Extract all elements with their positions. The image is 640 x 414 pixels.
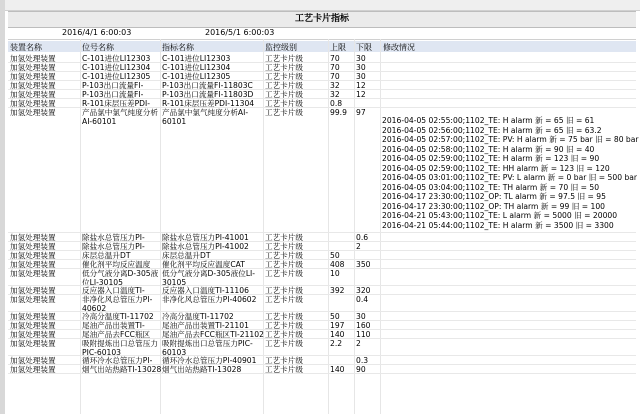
- cell-level: 工艺卡片级: [265, 269, 303, 278]
- row-divider: [8, 373, 636, 374]
- cell-tag: 烟气出站热路TI-13028: [82, 365, 162, 374]
- cell-indicator: 低分气液分离D-305液位LI-30105: [162, 269, 256, 287]
- cell-device: 加氢处理装置: [10, 242, 56, 251]
- header-device[interactable]: 装置名称: [10, 43, 42, 52]
- cell-tag: C-101进位LI12305: [82, 72, 151, 81]
- cell-level: 工艺卡片级: [265, 251, 303, 260]
- cell-lower[interactable]: 0.6: [356, 233, 369, 242]
- cell-tag: 非净化风总管压力PI-40602: [82, 295, 153, 313]
- cell-lower[interactable]: 30: [356, 54, 366, 63]
- cell-tag: 尾油产品去FCC瓶区: [82, 330, 151, 339]
- cell-level: 工艺卡片级: [265, 233, 303, 242]
- cell-indicator: 床层总温升DT: [162, 251, 211, 260]
- cell-upper[interactable]: 70: [330, 54, 340, 63]
- cell-device: 加氢处理装置: [10, 365, 56, 374]
- cell-device: 加氢处理装置: [10, 81, 56, 90]
- cell-indicator: 非净化风总管压力PI-40602: [162, 295, 257, 304]
- cell-device: 加氢处理装置: [10, 108, 56, 117]
- cell-lower[interactable]: 97: [356, 108, 366, 117]
- cell-tag: C-101进位LI12304: [82, 63, 151, 72]
- cell-device: 加氢处理装置: [10, 90, 56, 99]
- cell-lower[interactable]: 90: [356, 365, 366, 374]
- cell-upper[interactable]: 2.2: [330, 339, 343, 348]
- cell-upper[interactable]: 0.8: [330, 99, 343, 108]
- change-log-entry: 2016-04-05 02:56:00;1102_TE: H alarm 新 = 65 旧 = 63.2: [382, 125, 602, 135]
- cell-tag: P-103出口流量FI-: [82, 90, 144, 99]
- cell-indicator: P-103出口流量FI-11803D: [162, 90, 254, 99]
- cell-level: 工艺卡片级: [265, 286, 303, 295]
- cell-level: 工艺卡片级: [265, 54, 303, 63]
- change-log-entry: 2016-04-05 02:59:00;1102_TE: HH alarm 新 = 123 旧 = 120: [382, 163, 610, 173]
- cell-lower[interactable]: 30: [356, 63, 366, 72]
- cell-upper[interactable]: 70: [330, 72, 340, 81]
- cell-lower[interactable]: 12: [356, 81, 366, 90]
- cell-indicator: 循环冷水总管压力PI-40901: [162, 356, 257, 365]
- cell-upper[interactable]: 32: [330, 90, 340, 99]
- cell-level: 工艺卡片级: [265, 242, 303, 251]
- cell-level: 工艺卡片级: [265, 339, 303, 348]
- change-log-entry: 2016-04-21 05:44:00;1102_TE: H alarm 新 = 3500 旧 = 3300: [382, 220, 614, 230]
- header-lower[interactable]: 下限: [356, 43, 372, 52]
- column-divider: [380, 39, 381, 414]
- date-to: 2016/5/1 6:00:03: [205, 28, 275, 37]
- date-from: 2016/4/1 6:00:03: [62, 28, 132, 37]
- cell-device: 加氢处理装置: [10, 233, 56, 242]
- cell-device: 加氢处理装置: [10, 72, 56, 81]
- cell-upper[interactable]: 140: [330, 330, 345, 339]
- cell-tag: 催化剂平均反应温度: [82, 260, 151, 269]
- change-log-entry: 2016-04-05 03:04:00;1102_TE: TH alarm 新 = 70 旧 = 50: [382, 182, 600, 192]
- cell-lower[interactable]: 30: [356, 312, 366, 321]
- change-log-entry: 2016-04-05 02:59:00;1102_TE: H alarm 新 = 123 旧 = 90: [382, 154, 600, 163]
- cell-device: 加氢处理装置: [10, 99, 56, 108]
- cell-indicator: R-101床层压差PDI-11304: [162, 99, 255, 108]
- cell-indicator: 烟气出站热路TI-13028: [162, 365, 242, 374]
- cell-upper[interactable]: 99.9: [330, 108, 347, 117]
- cell-level: 工艺卡片级: [265, 321, 303, 330]
- divider: [8, 39, 636, 40]
- cell-tag: 床层总温升DT: [82, 251, 131, 260]
- cell-upper[interactable]: 32: [330, 81, 340, 90]
- cell-level: 工艺卡片级: [265, 365, 303, 374]
- cell-upper[interactable]: 10: [330, 269, 340, 278]
- cell-device: 加氢处理装置: [10, 286, 56, 295]
- cell-upper[interactable]: 197: [330, 321, 345, 330]
- top-strip: [5, 0, 640, 11]
- cell-level: 工艺卡片级: [265, 356, 303, 365]
- cell-indicator: 除盐水总管压力PI-41002: [162, 242, 249, 251]
- column-divider: [354, 39, 355, 414]
- cell-device: 加氢处理装置: [10, 330, 56, 339]
- cell-indicator: C-101进位LI12303: [162, 54, 231, 63]
- cell-tag: 低分气液分离D-305液位LI-30105: [82, 269, 159, 287]
- cell-indicator: P-103出口流量FI-11803C: [162, 81, 253, 90]
- change-log-entry: 2016-04-05 02:58:00;1102_TE: H alarm 新 = 90 旧 = 40: [382, 144, 595, 154]
- cell-level: 工艺卡片级: [265, 72, 303, 81]
- cell-indicator: 产品氯中氯气纯度分析AI-60101: [162, 108, 249, 126]
- cell-tag: 尾油产品出装置TI-: [82, 321, 145, 330]
- cell-upper[interactable]: 70: [330, 63, 340, 72]
- cell-upper[interactable]: 50: [330, 251, 340, 260]
- cell-level: 工艺卡片级: [265, 108, 303, 117]
- change-log-entry: 2016-04-17 23:30:00;1102_OP: TL alarm 新 = 97.5 旧 = 95: [382, 192, 606, 201]
- header-level[interactable]: 监控级别: [265, 43, 297, 52]
- cell-indicator: 吸附提炼出口总管压力PIC-60103: [162, 339, 253, 357]
- cell-tag: C-101进位LI12303: [82, 54, 151, 63]
- cell-device: 加氢处理装置: [10, 251, 56, 260]
- change-log-entry: 2016-04-05 02:55:00;1102_TE: H alarm 新 = 65 旧 = 61: [382, 116, 595, 125]
- header-upper[interactable]: 上限: [330, 43, 346, 52]
- cell-device: 加氢处理装置: [10, 260, 56, 269]
- change-log-entry: 2016-04-05 03:01:00;1102_TE: PV: L alarm 新 = 0 bar 旧 = 500 bar: [382, 173, 638, 182]
- cell-lower[interactable]: 0.4: [356, 295, 369, 304]
- cell-upper[interactable]: 50: [330, 312, 340, 321]
- cell-tag: 冷高分温度TI-11702: [82, 312, 154, 321]
- cell-level: 工艺卡片级: [265, 295, 303, 304]
- cell-lower[interactable]: 0.3: [356, 356, 369, 365]
- cell-tag: 除盐水总管压力PI-: [82, 233, 145, 242]
- cell-tag: 循环冷水总管压力PI-: [82, 356, 153, 365]
- cell-tag: 除盐水总管压力PI-: [82, 242, 145, 251]
- cell-device: 加氢处理装置: [10, 63, 56, 72]
- cell-tag: 反应器入口温度TI-: [82, 286, 145, 295]
- change-log-entry: 2016-04-21 05:43:00;1102_TE: L alarm 新 = 5000 旧 = 20000: [382, 211, 618, 220]
- cell-level: 工艺卡片级: [265, 260, 303, 269]
- cell-level: 工艺卡片级: [265, 99, 303, 108]
- cell-tag: 吸附提炼出口总管压力PIC-60103: [82, 339, 158, 357]
- cell-lower[interactable]: 2: [356, 242, 361, 251]
- cell-indicator: 冷高分温度TI-11702: [162, 312, 234, 321]
- cell-device: 加氢处理装置: [10, 356, 56, 365]
- cell-level: 工艺卡片级: [265, 90, 303, 99]
- cell-level: 工艺卡片级: [265, 81, 303, 90]
- cell-indicator: 反应器入口温度TI-11106: [162, 286, 249, 295]
- cell-lower[interactable]: 110: [356, 330, 371, 339]
- change-log-entry: 2016-04-05 02:57:00;1102_TE: PV: H alarm 新 = 75 bar 旧 = 80 bar: [382, 135, 639, 144]
- cell-indicator: 除盐水总管压力PI-41001: [162, 233, 249, 242]
- cell-lower[interactable]: 2: [356, 339, 361, 348]
- cell-indicator: 尾油产品去FCC瓶区TI-21102: [162, 330, 264, 339]
- cell-device: 加氢处理装置: [10, 54, 56, 63]
- cell-lower[interactable]: 12: [356, 90, 366, 99]
- cell-level: 工艺卡片级: [265, 312, 303, 321]
- cell-lower[interactable]: 30: [356, 72, 366, 81]
- cell-tag: 产品氯中氯气纯度分析AI-60101: [82, 108, 158, 126]
- column-divider: [328, 39, 329, 414]
- cell-indicator: 催化剂平均反应温度CAT: [162, 260, 245, 269]
- column-divider: [80, 39, 81, 414]
- cell-device: 加氢处理装置: [10, 295, 56, 304]
- cell-device: 加氢处理装置: [10, 269, 56, 278]
- cell-device: 加氢处理装置: [10, 312, 56, 321]
- cell-lower[interactable]: 160: [356, 321, 371, 330]
- cell-indicator: 尾油产品出装置TI-21101: [162, 321, 249, 330]
- header-log[interactable]: 修改情况: [383, 43, 415, 52]
- cell-upper[interactable]: 408: [330, 260, 345, 269]
- cell-device: 加氢处理装置: [10, 339, 56, 348]
- cell-indicator: C-101进位LI12305: [162, 72, 231, 81]
- left-gutter: [0, 0, 5, 414]
- report-title: 工艺卡片指标: [8, 11, 636, 28]
- cell-device: 加氢处理装置: [10, 321, 56, 330]
- cell-upper[interactable]: 140: [330, 365, 345, 374]
- cell-level: 工艺卡片级: [265, 330, 303, 339]
- cell-indicator: C-101进位LI12304: [162, 63, 231, 72]
- header-indicator[interactable]: 指标名称: [162, 43, 194, 52]
- cell-level: 工艺卡片级: [265, 63, 303, 72]
- cell-upper[interactable]: 392: [330, 286, 345, 295]
- cell-lower[interactable]: 320: [356, 286, 371, 295]
- cell-lower[interactable]: 350: [356, 260, 371, 269]
- cell-tag: R-101床层压差PDI-: [82, 99, 150, 108]
- change-log-entry: 2016-04-17 23:30:00;1102_OP: TH alarm 新 = 99 旧 = 100: [382, 201, 605, 211]
- header-tag[interactable]: 位号名称: [82, 43, 114, 52]
- cell-tag: P-103出口流量FI-: [82, 81, 144, 90]
